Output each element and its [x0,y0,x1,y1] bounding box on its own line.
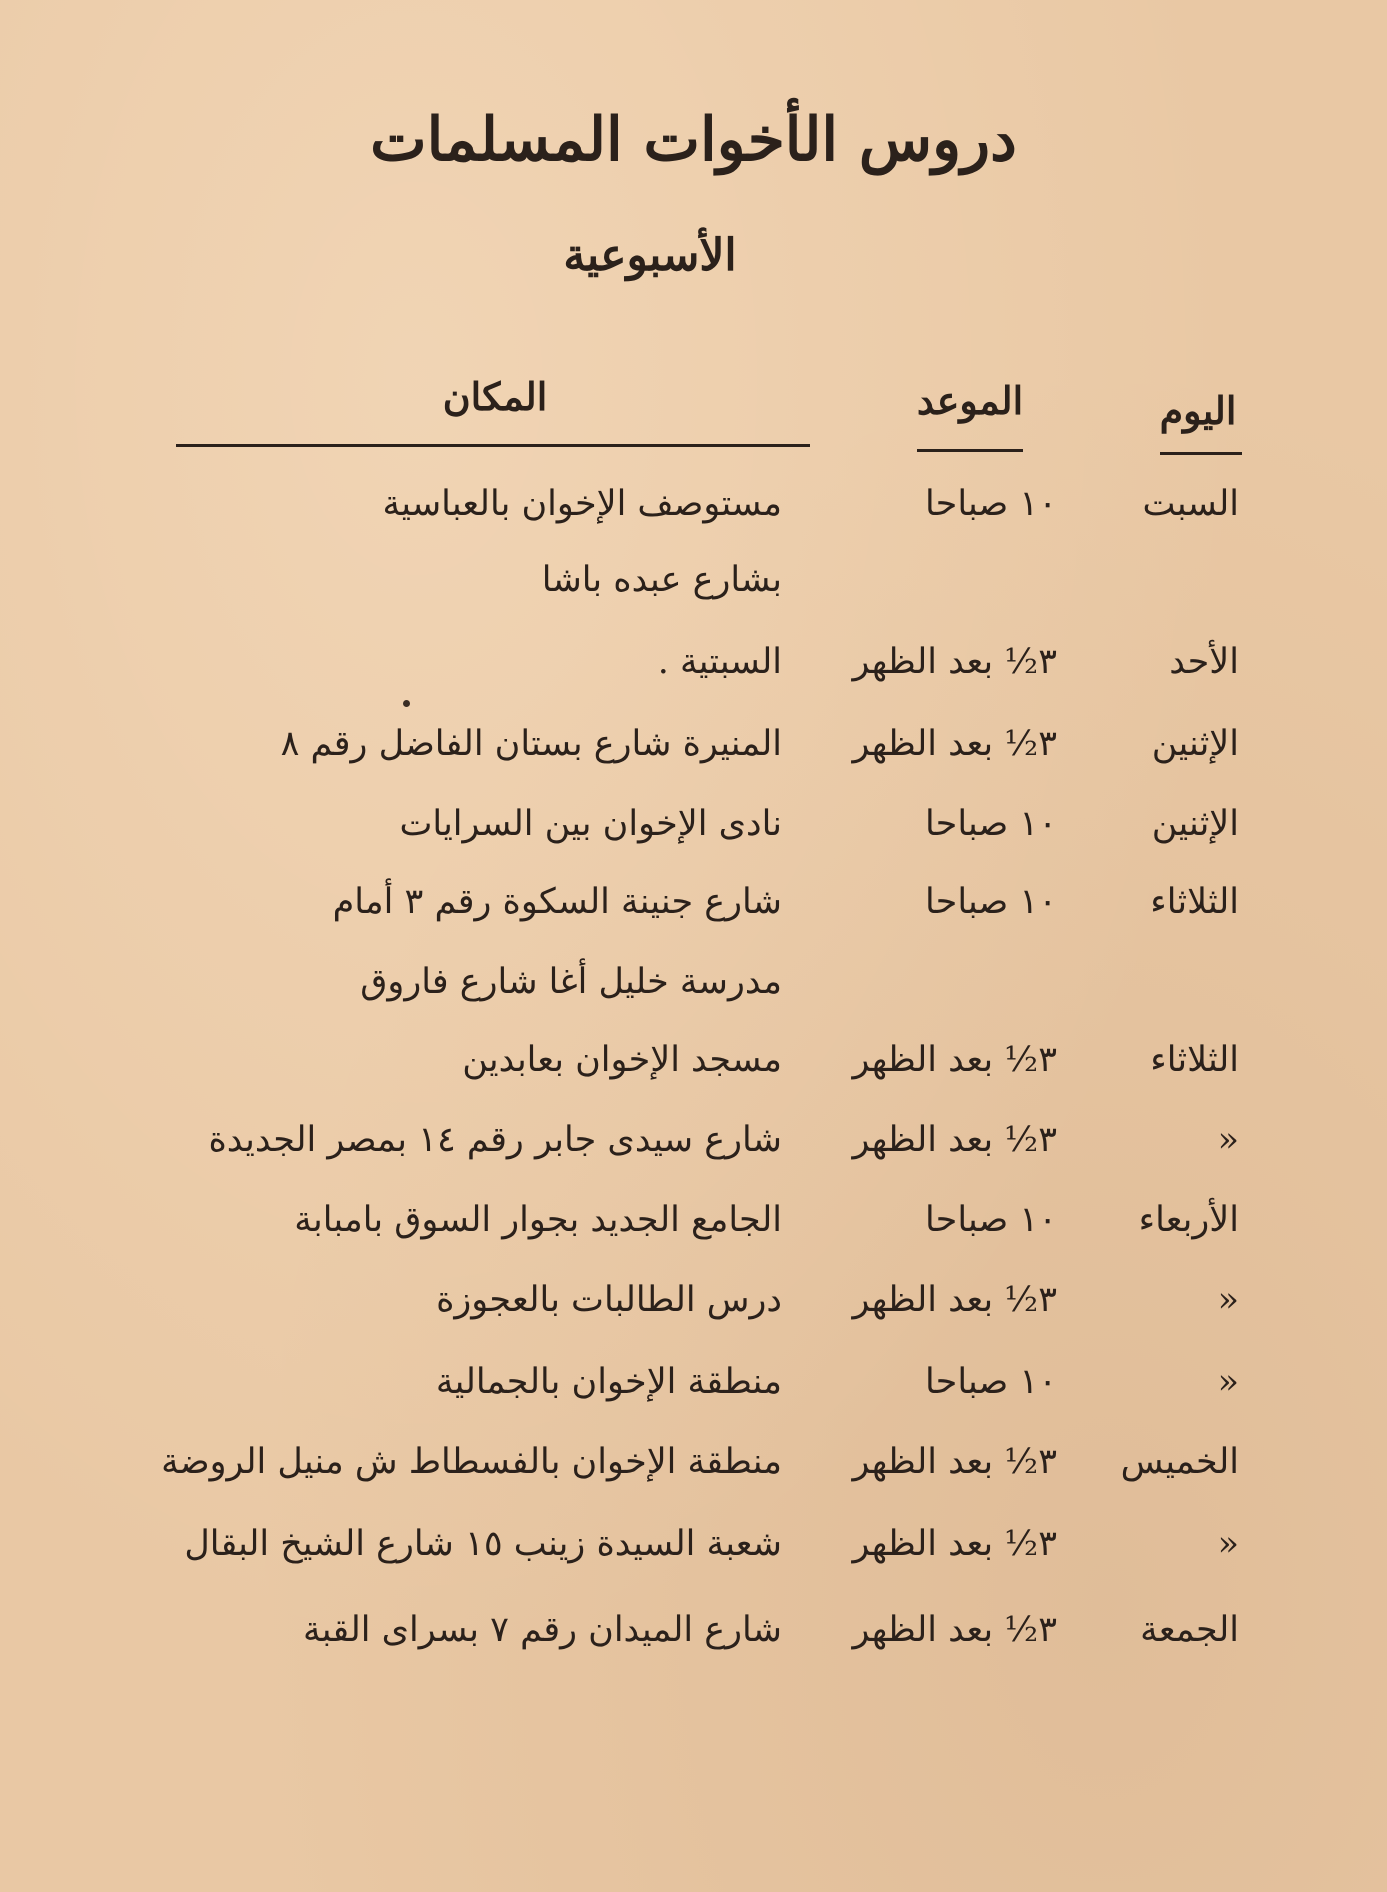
header-day: اليوم [1159,388,1237,433]
time-cell: ٣½ بعد الظهر [852,1120,1057,1160]
place-cell: المنيرة شارع بستان الفاضل رقم ٨ [280,724,782,764]
time-cell: ١٠ صباحا [925,804,1057,844]
table-row [0,1120,1387,1190]
table-row [0,1280,1387,1350]
place-cell: بشارع عبده باشا [541,560,782,600]
time-cell: ٣½ بعد الظهر [852,1442,1057,1482]
table-row [0,1362,1387,1432]
table-row [0,1610,1387,1680]
page-subtitle: الأسبوعية [563,230,737,281]
table-row [0,1524,1387,1594]
header-place-underline [176,444,810,447]
time-cell: ١٠ صباحا [925,1362,1057,1402]
day-cell: « [1217,1280,1239,1320]
day-cell: « [1217,1524,1239,1564]
time-cell: ٣½ بعد الظهر [852,1040,1057,1080]
day-cell: الخميس [1120,1442,1239,1482]
place-cell: شارع الميدان رقم ٧ بسراى القبة [303,1610,782,1650]
day-cell: الإثنين [1151,804,1239,844]
time-cell: ٣½ بعد الظهر [852,1610,1057,1650]
day-cell: الأحد [1169,642,1239,682]
place-cell: مدرسة خليل أغا شارع فاروق [360,962,782,1002]
header-place: المكان [442,374,548,419]
time-cell: ٣½ بعد الظهر [852,1280,1057,1320]
table-row [0,1200,1387,1270]
table-row [0,724,1387,794]
place-cell: درس الطالبات بالعجوزة [436,1280,782,1320]
time-cell: ٣½ بعد الظهر [852,1524,1057,1564]
table-row [0,484,1387,554]
place-cell: شارع جنينة السكوة رقم ٣ أمام [332,882,782,922]
place-cell: نادى الإخوان بين السرايات [399,804,782,844]
header-time: الموعد [916,378,1024,423]
place-cell: منطقة الإخوان بالجمالية [435,1362,782,1402]
day-cell: « [1217,1120,1239,1160]
place-cell: شارع سيدى جابر رقم ١٤ بمصر الجديدة [208,1120,782,1160]
table-row [0,560,1387,630]
page-title: دروس الأخوات المسلمات [370,105,1017,175]
day-cell: « [1217,1362,1239,1402]
day-cell: السبت [1142,484,1239,524]
day-cell: الثلاثاء [1150,882,1239,922]
place-cell: مستوصف الإخوان بالعباسية [382,484,782,524]
place-cell: الجامع الجديد بجوار السوق بامبابة [294,1200,782,1240]
day-cell: الثلاثاء [1150,1040,1239,1080]
table-row [0,1040,1387,1110]
time-cell: ١٠ صباحا [925,484,1057,524]
table-row [0,882,1387,952]
day-cell: الأربعاء [1138,1200,1239,1240]
place-cell: السبتية . [657,642,782,682]
day-cell: الجمعة [1140,1610,1239,1650]
time-cell: ١٠ صباحا [925,1200,1057,1240]
time-cell: ٣½ بعد الظهر [852,724,1057,764]
time-cell: ١٠ صباحا [925,882,1057,922]
table-row [0,642,1387,712]
place-cell: شعبة السيدة زينب ١٥ شارع الشيخ البقال [184,1524,782,1564]
header-time-underline [917,449,1023,452]
ink-speck [403,700,410,707]
table-row [0,1442,1387,1512]
table-row [0,804,1387,874]
time-cell: ٣½ بعد الظهر [852,642,1057,682]
day-cell: الإثنين [1151,724,1239,764]
table-row [0,962,1387,1032]
header-day-underline [1160,452,1242,455]
place-cell: منطقة الإخوان بالفسطاط ش منيل الروضة [161,1442,782,1482]
place-cell: مسجد الإخوان بعابدين [462,1040,782,1080]
